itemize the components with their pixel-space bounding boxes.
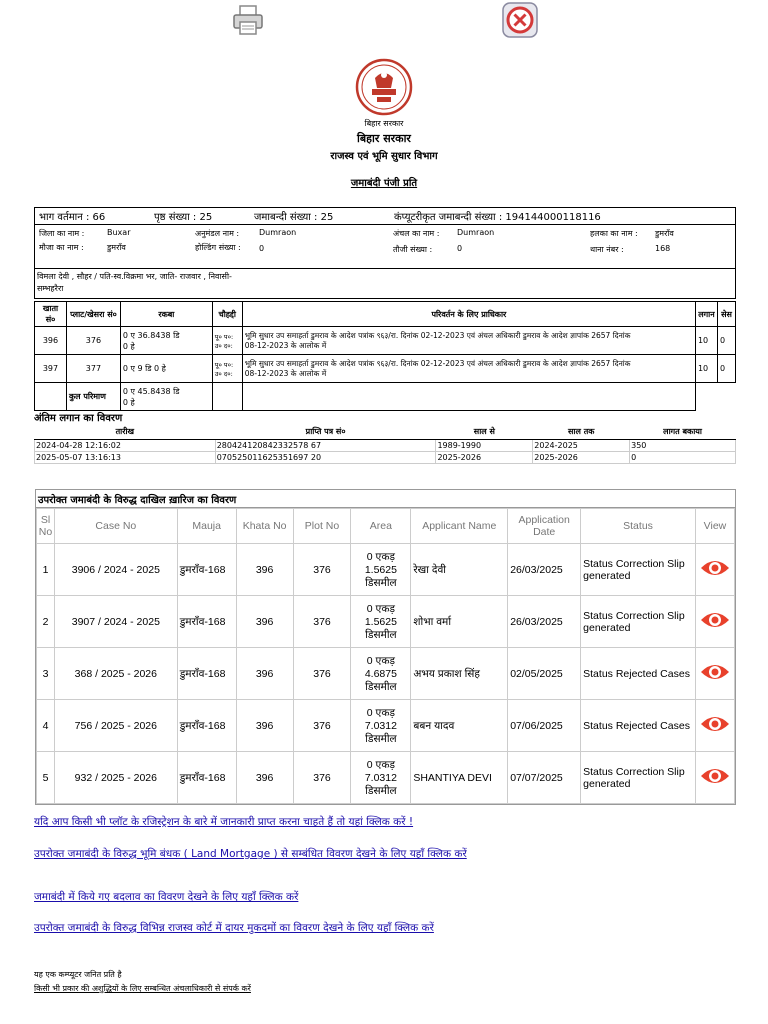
view-cell[interactable]: [695, 544, 734, 596]
adhikar-line-1: भूमि सुधार उप समाहर्ता डुमराव के आदेश पत्रांक ९६३/रा. दिनांक 02-12-2023 एवं अंचल अधिकारी डुमराव के आदेश ज्ञापांक 2657 दिनांक: [244, 358, 631, 368]
col-receipt: प्राप्ति पत्र सं०: [215, 425, 436, 439]
year-to-cell: 2024-2025: [533, 439, 630, 451]
header-line-1: बिहार सरकार: [364, 119, 404, 128]
empty-cell: [242, 383, 695, 411]
sl-cell: 3: [37, 648, 55, 700]
empty-cell: [212, 383, 242, 411]
col-due: लागत बकाया: [630, 425, 736, 439]
khata-no-cell: 396: [236, 544, 293, 596]
area-line: डिसमील: [365, 576, 397, 589]
rakba-cell: [120, 327, 212, 355]
chauhaddi-line-1: पू० प०:: [214, 360, 234, 369]
area-line: डिसमील: [365, 680, 397, 693]
view-cell[interactable]: [695, 700, 734, 752]
table-row: [37, 752, 735, 804]
status-cell: Status Correction Slip generated: [581, 752, 696, 804]
col-rakba: रकबा: [120, 302, 212, 327]
land-details-table: [34, 301, 736, 411]
date-cell: 2025-05-07 13:16:13: [35, 451, 216, 463]
khata-no-cell: 396: [236, 700, 293, 752]
header-line-2: बिहार सरकार: [357, 132, 411, 145]
mauja-cell: डुमराँव-168: [177, 700, 236, 752]
prishth-label: पृष्ठ संख्या : 25: [154, 212, 213, 223]
total-line-2: 0 हे: [122, 397, 135, 407]
rakba-line-2: 0 हे: [122, 341, 135, 351]
receipt-cell: 280424120842332578 67: [215, 439, 436, 451]
table-row: [37, 544, 735, 596]
printer-icon[interactable]: [230, 2, 266, 38]
area-line: डिसमील: [365, 784, 397, 797]
case-no-cell: 932 / 2025 - 2026: [54, 752, 177, 804]
sl-cell: 4: [37, 700, 55, 752]
applicant-name-cell: SHANTIYA DEVI: [411, 752, 508, 804]
col-chauhaddi: चौहद्दी: [212, 302, 242, 327]
area-line: 0 एकड़: [366, 550, 396, 563]
khata-cell: 397: [35, 355, 67, 383]
date-cell: 2024-04-28 12:16:02: [35, 439, 216, 451]
view-eye-icon[interactable]: [700, 611, 730, 629]
table-row: [37, 700, 735, 752]
khata-no-cell: 396: [236, 596, 293, 648]
khata-no-cell: 396: [236, 648, 293, 700]
area-line: 0 एकड़: [366, 602, 396, 615]
mutation-table: [36, 508, 735, 804]
lagan-section-title: अंतिम लगान का विवरण: [34, 413, 123, 424]
mauja-cell: डुमराँव-168: [177, 596, 236, 648]
app-date-cell: 26/03/2025: [508, 544, 581, 596]
col-app-date: Application Date: [508, 509, 581, 544]
col-sl: Sl No: [37, 509, 55, 544]
chauhaddi-line-2: उ० द०:: [214, 341, 233, 350]
footer-note-1: यह एक कम्प्यूटर जनित प्रति है: [34, 970, 122, 979]
total-label: कुल परिमाण: [66, 383, 120, 411]
owner-details: [35, 268, 735, 298]
adhikar-line-2: 08-12-2023 के आलोक में: [244, 340, 327, 350]
land-mortgage-link[interactable]: उपरोक्त जमाबंदी के विरुद्ध भूमि बंधक ( Land Mortgage ) से सम्बंधित विवरण देखने के लिए यहाँ क्लिक करें: [34, 848, 467, 860]
view-cell[interactable]: [695, 596, 734, 648]
app-date-cell: 02/05/2025: [508, 648, 581, 700]
bihar-emblem-logo: [355, 58, 413, 116]
total-cell: [120, 383, 212, 411]
plot-no-cell: 376: [293, 752, 351, 804]
empty-cell: [35, 383, 67, 411]
mauja-cell: डुमराँव-168: [177, 544, 236, 596]
rakba-line-1: 0 ए 9 डि 0 हे: [122, 364, 166, 373]
view-eye-icon[interactable]: [700, 767, 730, 785]
plot-no-cell: 376: [293, 700, 351, 752]
status-cell: Status Correction Slip generated: [581, 596, 696, 648]
due-cell: 350: [630, 439, 736, 451]
chauhaddi-cell: [212, 327, 242, 355]
lagan-cell: 10: [695, 327, 717, 355]
mutation-section: [35, 489, 736, 805]
app-date-cell: 07/06/2025: [508, 700, 581, 752]
app-date-cell: 07/07/2025: [508, 752, 581, 804]
table-row: [35, 451, 736, 463]
chauhaddi-cell: [212, 355, 242, 383]
table-row: [35, 327, 736, 355]
jamabandi-number: जमाबन्दी संख्या : 25: [254, 212, 334, 223]
owner-line-2: सम्भहरैरा: [37, 284, 64, 293]
area-cell: [351, 648, 411, 700]
status-cell: Status Rejected Cases: [581, 700, 696, 752]
adhikar-line-2: 08-12-2023 के आलोक में: [244, 368, 327, 378]
area-line: 7.0312: [364, 771, 397, 784]
adhikar-line-1: भूमि सुधार उप समाहर्ता डुमराव के आदेश पत्रांक ९६३/रा. दिनांक 02-12-2023 एवं अंचल अधिकारी डुमराव के आदेश ज्ञापांक 2657 दिनांक: [244, 330, 631, 340]
rakba-line-1: 0 ए 36.8438 डि: [122, 330, 180, 340]
zila-label: जिला का नाम :: [39, 229, 85, 238]
receipt-cell: 070525011625351697 20: [215, 451, 436, 463]
col-ses: सेस: [717, 302, 735, 327]
area-line: 0 एकड़: [366, 758, 396, 771]
adhikar-cell: [242, 355, 695, 383]
close-icon[interactable]: [502, 2, 538, 38]
mauja-cell: डुमराँव-168: [177, 648, 236, 700]
case-no-cell: 368 / 2025 - 2026: [54, 648, 177, 700]
area-line: 1.5625: [364, 615, 397, 628]
holding-value: 0: [259, 244, 265, 253]
anumandal-value: Dumraon: [259, 228, 297, 237]
view-eye-icon[interactable]: [700, 715, 730, 733]
area-line: डिसमील: [365, 732, 397, 745]
col-status: Status: [581, 509, 696, 544]
page-header: [0, 58, 768, 162]
case-no-cell: 756 / 2025 - 2026: [54, 700, 177, 752]
col-adhikar: परिवर्तन के लिए प्राधिकार: [242, 302, 695, 327]
tauji-label: तौजी संख्या :: [393, 245, 433, 254]
ses-cell: 0: [717, 355, 735, 383]
view-eye-icon[interactable]: [700, 559, 730, 577]
header-department: राजस्व एवं भूमि सुधार विभाग: [330, 151, 438, 162]
applicant-name-cell: रेखा देवी: [411, 544, 508, 596]
sl-cell: 2: [37, 596, 55, 648]
mutation-section-title: उपरोक्त जमाबंदी के विरुद्ध दाखिल ख़ारिज का विवरण: [36, 490, 735, 508]
total-row: [35, 383, 736, 411]
plot-cell: 376: [66, 327, 120, 355]
chauhaddi-line-2: उ० द०:: [214, 369, 233, 378]
due-cell: 0: [630, 451, 736, 463]
area-line: 4.6875: [364, 667, 397, 680]
holding-label: होल्डिंग संख्या :: [195, 243, 241, 252]
col-khata-no: Khata No: [236, 509, 293, 544]
view-cell[interactable]: [695, 752, 734, 804]
thana-value: 168: [655, 244, 671, 253]
table-row: [37, 648, 735, 700]
khata-no-cell: 396: [236, 752, 293, 804]
revenue-court-cases-link[interactable]: उपरोक्त जमाबंदी के विरुद्ध विभिन्न राजस्व कोर्ट में दायर मुकदमों का विवरण देखने के लिए यहाँ क्लिक करें: [34, 922, 434, 934]
plot-cell: 377: [66, 355, 120, 383]
sl-cell: 5: [37, 752, 55, 804]
plot-no-cell: 376: [293, 648, 351, 700]
col-plot: प्लाट/खेसरा सं०: [66, 302, 120, 327]
area-cell: [351, 752, 411, 804]
total-line-1: 0 ए 45.8438 डि: [122, 386, 180, 396]
col-year-from: साल से: [436, 425, 533, 439]
anchal-value: Dumraon: [457, 228, 495, 237]
area-line: डिसमील: [365, 628, 397, 641]
col-case: Case No: [54, 509, 177, 544]
area-line: 1.5625: [364, 563, 397, 576]
chauhaddi-line-1: पू० प०:: [214, 332, 234, 341]
table-row: [35, 439, 736, 451]
anchal-label: अंचल का नाम :: [393, 229, 440, 238]
app-date-cell: 26/03/2025: [508, 596, 581, 648]
zila-value: Buxar: [107, 228, 131, 237]
area-line: 0 एकड़: [366, 654, 396, 667]
bhag-label: भाग वर्तमान : 66: [39, 212, 106, 223]
sl-cell: 1: [37, 544, 55, 596]
jamabandi-changes-link[interactable]: जमाबंदी में किये गए बदलाव का विवरण देखने के लिए यहाँ क्लिक करें: [34, 891, 299, 903]
plot-no-cell: 376: [293, 544, 351, 596]
year-from-cell: 2025-2026: [436, 451, 533, 463]
table-row: [37, 596, 735, 648]
page-title: जमाबंदी पंजी प्रति: [350, 178, 418, 189]
view-cell[interactable]: [695, 648, 734, 700]
area-line: 7.0312: [364, 719, 397, 732]
table-row: [35, 355, 736, 383]
area-cell: [351, 544, 411, 596]
registration-info-link[interactable]: यदि आप किसी भी प्लॉट के रजिस्ट्रेशन के बारे में जानकारी प्राप्त करना चाहते हैं तो यहां क्लिक करें !: [34, 816, 414, 828]
view-eye-icon[interactable]: [700, 663, 730, 681]
jamabandi-info-box: [34, 207, 736, 299]
year-to-cell: 2025-2026: [533, 451, 630, 463]
col-mauja: Mauja: [177, 509, 236, 544]
tauji-value: 0: [457, 244, 463, 253]
owner-line-1: विमला देवी , सौहर / पति-स्व.विक्रमा भर, जाति- राजवार , निवासी-: [37, 272, 232, 281]
thana-label: थाना नंबर :: [590, 245, 624, 254]
col-area: Area: [351, 509, 411, 544]
plot-no-cell: 376: [293, 596, 351, 648]
area-cell: [351, 596, 411, 648]
mauja-label: मौजा का नाम :: [39, 243, 84, 252]
ses-cell: 0: [717, 327, 735, 355]
case-no-cell: 3906 / 2024 - 2025: [54, 544, 177, 596]
applicant-name-cell: शोभा वर्मा: [411, 596, 508, 648]
col-date: तारीख: [35, 425, 216, 439]
case-no-cell: 3907 / 2024 - 2025: [54, 596, 177, 648]
applicant-name-cell: बबन यादव: [411, 700, 508, 752]
rakba-cell: [120, 355, 212, 383]
col-lagan: लगान: [695, 302, 717, 327]
applicant-name-cell: अभय प्रकाश सिंह: [411, 648, 508, 700]
lagan-table: [34, 425, 736, 464]
mauja-cell: डुमराँव-168: [177, 752, 236, 804]
col-plot-no: Plot No: [293, 509, 351, 544]
col-khata: खाता सं०: [35, 302, 67, 327]
status-cell: Status Correction Slip generated: [581, 544, 696, 596]
adhikar-cell: [242, 327, 695, 355]
empty-cell: [695, 383, 717, 411]
area-cell: [351, 700, 411, 752]
mauja-value: डुमराँव: [107, 243, 126, 252]
col-view: View: [695, 509, 734, 544]
col-applicant: Applicant Name: [411, 509, 508, 544]
status-cell: Status Rejected Cases: [581, 648, 696, 700]
lagan-cell: 10: [695, 355, 717, 383]
khata-cell: 396: [35, 327, 67, 355]
computer-jamabandi-number: कंप्यूटरीकृत जमाबन्दी संख्या : 194144000118116: [394, 212, 601, 223]
halka-value: डुमराँव: [655, 229, 674, 238]
year-from-cell: 1989-1990: [436, 439, 533, 451]
anumandal-label: अनुमंडल नाम :: [195, 229, 240, 238]
footer-note-2: किसी भी प्रकार की अशुद्धियों के लिए सम्बन्धित अंचलाधिकारी से संपर्क करें: [34, 984, 251, 993]
col-year-to: साल तक: [533, 425, 630, 439]
area-line: 0 एकड़: [366, 706, 396, 719]
empty-cell: [717, 383, 735, 411]
halka-label: हलका का नाम :: [590, 229, 638, 238]
